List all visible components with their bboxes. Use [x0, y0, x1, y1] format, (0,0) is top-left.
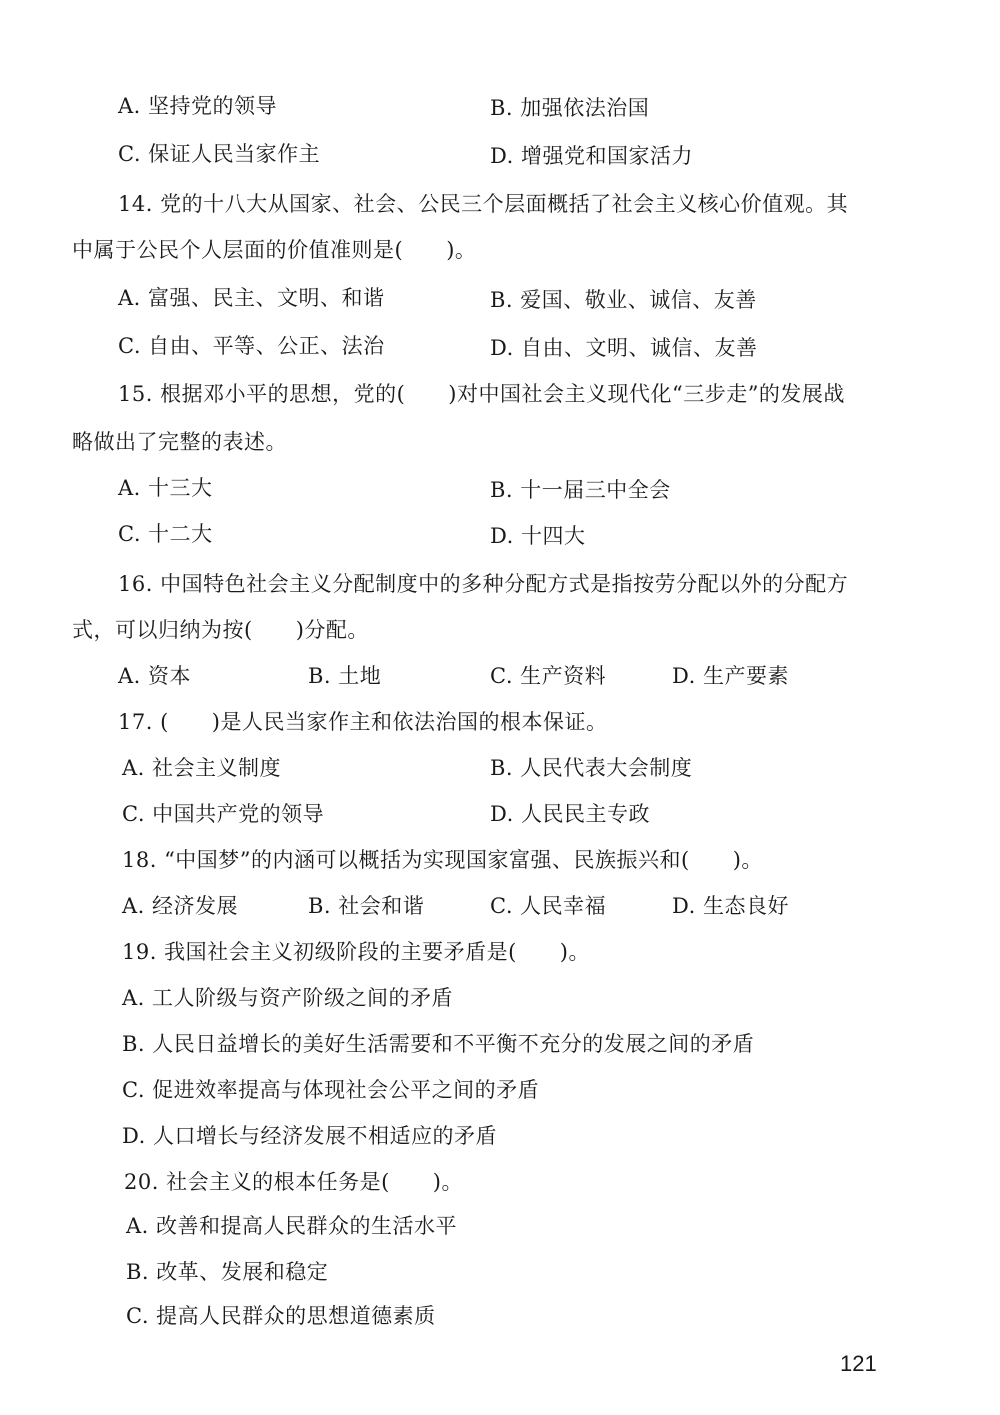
q14-option-c: C. 自由、平等、公正、法治	[118, 334, 385, 358]
q15-option-c: C. 十二大	[118, 522, 213, 546]
q14-stem-line2: 中属于公民个人层面的价值准则是( )。	[72, 238, 477, 262]
q14-option-d: D. 自由、文明、诚信、友善	[490, 336, 758, 360]
q16-stem-line1: 16. 中国特色社会主义分配制度中的多种分配方式是指按劳分配以外的分配方	[118, 572, 849, 596]
q19-option-b: B. 人民日益增长的美好生活需要和不平衡不充分的发展之间的矛盾	[122, 1032, 755, 1056]
q20-option-c: C. 提高人民群众的思想道德素质	[126, 1304, 436, 1328]
q18-option-d: D. 生态良好	[672, 894, 789, 918]
q14-option-a: A. 富强、民主、文明、和谐	[118, 286, 385, 310]
q16-option-b: B. 土地	[308, 664, 382, 688]
q13-option-d: D. 增强党和国家活力	[490, 144, 693, 168]
q15-stem-line2: 略做出了完整的表述。	[72, 430, 287, 454]
q15-stem-line1: 15. 根据邓小平的思想，党的( )对中国社会主义现代化“三步走”的发展战	[118, 382, 845, 406]
q17-option-d: D. 人民民主专政	[490, 802, 650, 826]
q20-option-b: B. 改革、发展和稳定	[126, 1260, 329, 1284]
q20-stem: 20. 社会主义的根本任务是( )。	[124, 1170, 463, 1194]
q14-stem-line1: 14. 党的十八大从国家、社会、公民三个层面概括了社会主义核心价值观。其	[118, 192, 849, 216]
q14-option-b: B. 爱国、敬业、诚信、友善	[490, 288, 757, 312]
page-number: 121	[840, 1351, 877, 1376]
q18-option-b: B. 社会和谐	[308, 894, 425, 918]
q17-option-b: B. 人民代表大会制度	[490, 756, 693, 780]
q18-stem: 18. “中国梦”的内涵可以概括为实现国家富强、民族振兴和( )。	[122, 848, 763, 872]
q20-option-a: A. 改善和提高人民群众的生活水平	[126, 1214, 458, 1238]
q15-option-a: A. 十三大	[118, 476, 213, 500]
q19-stem: 19. 我国社会主义初级阶段的主要矛盾是( )。	[122, 940, 590, 964]
q16-option-d: D. 生产要素	[672, 664, 789, 688]
q19-option-c: C. 促进效率提高与体现社会公平之间的矛盾	[122, 1078, 540, 1102]
q18-option-a: A. 经济发展	[122, 894, 239, 918]
q15-option-d: D. 十四大	[490, 524, 586, 548]
q13-option-c: C. 保证人民当家作主	[118, 142, 321, 166]
q13-option-a: A. 坚持党的领导	[118, 94, 278, 118]
q15-option-b: B. 十一届三中全会	[490, 478, 671, 502]
q17-option-a: A. 社会主义制度	[122, 756, 282, 780]
q16-option-a: A. 资本	[118, 664, 192, 688]
q17-stem: 17. ( )是人民当家作主和依法治国的根本保证。	[118, 710, 608, 734]
q19-option-a: A. 工人阶级与资产阶级之间的矛盾	[122, 986, 454, 1010]
q16-option-c: C. 生产资料	[490, 664, 607, 688]
q19-option-d: D. 人口增长与经济发展不相适应的矛盾	[122, 1124, 497, 1148]
q13-option-b: B. 加强依法治国	[490, 96, 650, 120]
q16-stem-line2: 式，可以归纳为按( )分配。	[72, 618, 369, 642]
q18-option-c: C. 人民幸福	[490, 894, 607, 918]
q17-option-c: C. 中国共产党的领导	[122, 802, 325, 826]
